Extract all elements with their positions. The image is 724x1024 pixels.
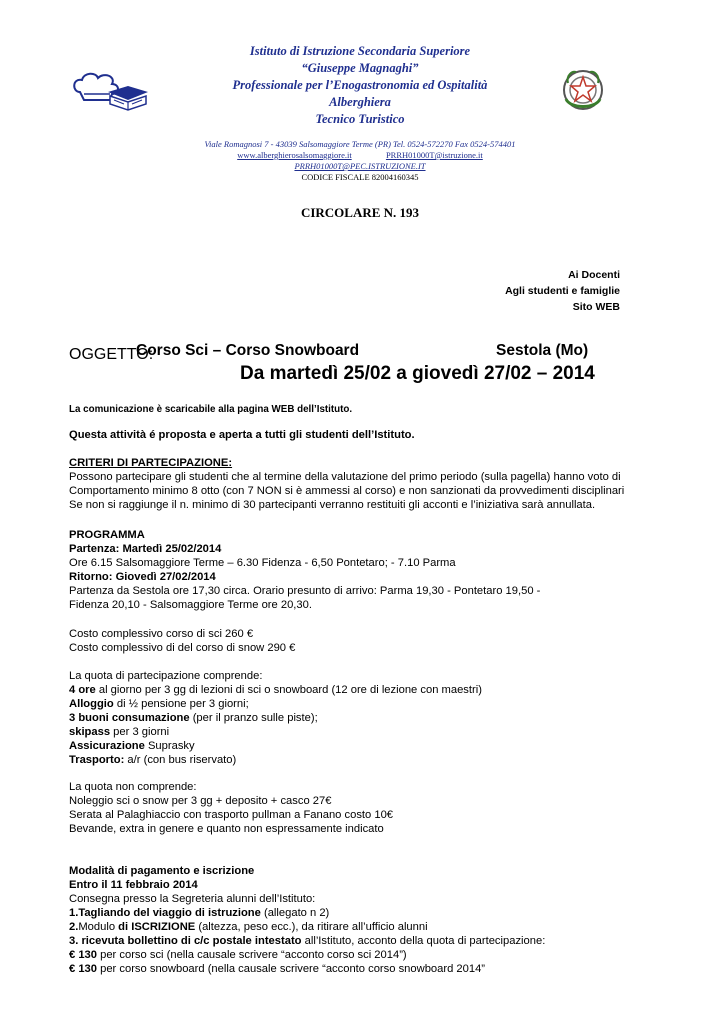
item-text: al giorno per 3 gg di lezioni di sci o snowboard (12 ore di lezione con maestri) xyxy=(95,684,482,696)
criteri-line-2: Comportamento minimo 8 otto (con 7 NON si è ammessi al corso) e non sanzionati da provvedimenti disciplinari xyxy=(69,485,625,497)
criteri-line-1: Possono partecipare gli studenti che al termine della valutazione del primo periodo (sulla pagella) hanno voto di xyxy=(69,471,621,483)
item-text: per corso snowboard (nella causale scrivere “acconto corso snowboard 2014” xyxy=(97,963,486,975)
pagamento-item-3 xyxy=(69,934,689,948)
website-link[interactable]: www.alberghierosalsomaggiore.it xyxy=(237,150,352,160)
item-bold: skipass xyxy=(69,726,111,738)
item-bold: 1.Tagliando del viaggio di istruzione xyxy=(69,907,261,919)
item-bold: € 130 xyxy=(69,949,97,961)
recipient-1: Ai Docenti xyxy=(568,269,620,281)
comprende-section xyxy=(69,669,689,767)
email-link[interactable]: PRRH01000T@istruzione.it xyxy=(385,150,483,160)
intro-text: Questa attività é proposta e aperta a tutti gli studenti dell’Istituto. xyxy=(69,429,415,441)
item-text: (altezza, peso ecc.), da ritirare all’ufficio alunni xyxy=(195,921,428,933)
oggetto-location: Sestola (Mo) xyxy=(496,342,589,359)
oggetto-label: OGGETTO: xyxy=(69,346,154,363)
pagamento-item-1 xyxy=(69,906,689,920)
item-text: a/r (con bus riservato) xyxy=(124,754,237,766)
costo-snow: Costo complessivo di del corso di snow 290 € xyxy=(69,642,296,654)
item-text: (allegato n 2) xyxy=(260,907,330,919)
acconto-snowboard xyxy=(69,962,689,976)
acconto-sci xyxy=(69,948,689,962)
pagamento-heading: Modalità di pagamento e iscrizione xyxy=(69,865,255,877)
pagamento-section xyxy=(69,864,689,976)
item-text: di ½ pensione per 3 giorni; xyxy=(113,698,249,710)
header-line-4: Alberghiera xyxy=(329,95,391,109)
non-comprende-line-2: Serata al Palaghiaccio con trasporto pullman a Fanano costo 10€ xyxy=(69,809,394,821)
pagamento-item-2 xyxy=(69,920,689,934)
pec-link[interactable]: PRRH01000T@PEC.ISTRUZIONE.IT xyxy=(294,161,426,171)
recipient-3: Sito WEB xyxy=(572,301,620,313)
comprende-item xyxy=(69,697,689,711)
item-bold: di ISCRIZIONE xyxy=(118,921,196,933)
partenza-label: Partenza: Martedì 25/02/2014 xyxy=(69,543,222,555)
non-comprende-line-3: Bevande, extra in genere e quanto non espressamente indicato xyxy=(69,823,384,835)
item-text: all’Istituto, acconto della quota di partecipazione: xyxy=(301,935,546,947)
contact-links xyxy=(150,150,570,160)
non-comprende-heading: La quota non comprende: xyxy=(69,781,197,793)
comprende-item xyxy=(69,725,689,739)
item-bold: 3. ricevuta bollettino di c/c postale intestato xyxy=(69,935,302,947)
download-notice: La comunicazione è scaricabile alla pagina WEB dell’Istituto. xyxy=(69,404,353,415)
school-logo xyxy=(70,70,150,112)
comprende-item xyxy=(69,683,689,697)
circolare-number: CIRCOLARE N. 193 xyxy=(300,205,420,220)
costo-sci: Costo complessivo corso di sci 260 € xyxy=(69,628,254,640)
item-text: (per il pranzo sulle piste); xyxy=(189,712,318,724)
recipient-2: Agli studenti e famiglie xyxy=(505,285,620,297)
fiscal-code: CODICE FISCALE 82004160345 xyxy=(301,172,419,182)
item-bold: 4 ore xyxy=(69,684,96,696)
programma-heading: PROGRAMMA xyxy=(69,529,145,541)
criteri-heading: CRITERI DI PARTECIPAZIONE: xyxy=(69,457,233,469)
partenza-text: Ore 6.15 Salsomaggiore Terme – 6.30 Fidenza - 6,50 Pontetaro; - 7.10 Parma xyxy=(69,557,456,569)
item-text: per corso sci (nella causale scrivere “acconto corso sci 2014”) xyxy=(97,949,407,961)
oggetto-dates: Da martedì 25/02 a giovedì 27/02 – 2014 xyxy=(240,363,595,384)
header-line-3: Professionale per l’Enogastronomia ed Ospitalità xyxy=(232,78,488,92)
header-line-1: Istituto di Istruzione Secondaria Superiore xyxy=(249,44,471,58)
criteri-section xyxy=(69,456,689,512)
item-bold: € 130 xyxy=(69,963,97,975)
pec-line xyxy=(150,161,570,171)
item-text: Modulo xyxy=(78,921,119,933)
pagamento-intro: Consegna presso la Segreteria alunni dell’Istituto: xyxy=(69,893,316,905)
header-line-2: “Giuseppe Magnaghi” xyxy=(301,61,419,75)
costi-section xyxy=(69,627,689,655)
item-bold: Trasporto: xyxy=(69,754,125,766)
ritorno-line-1: Partenza da Sestola ore 17,30 circa. Orario presunto di arrivo: Parma 19,30 - Pontetaro 19,50 - xyxy=(69,585,541,597)
header-line-5: Tecnico Turistico xyxy=(315,112,405,126)
pagamento-deadline: Entro il 11 febbraio 2014 xyxy=(69,879,198,891)
item-bold: Alloggio xyxy=(69,698,114,710)
item-bold: 3 buoni consumazione xyxy=(69,712,190,724)
address-line: Viale Romagnosi 7 - 43039 Salsomaggiore Terme (PR) Tel. 0524-572270 Fax 0524-574401 xyxy=(204,139,516,149)
oggetto-title: Corso Sci – Corso Snowboard xyxy=(136,342,360,359)
criteri-line-3: Se non si raggiunge il n. minimo di 30 partecipanti verranno restituiti gli acconti e l’iniziativa sarà annullata. xyxy=(69,499,596,511)
ritorno-line-2: Fidenza 20,10 - Salsomaggiore Terme ore 20,30. xyxy=(69,599,312,611)
programma-section xyxy=(69,528,689,612)
comprende-heading: La quota di partecipazione comprende: xyxy=(69,670,263,682)
item-bold: Assicurazione xyxy=(69,740,145,752)
comprende-item xyxy=(69,711,689,725)
item-text: per 3 giorni xyxy=(110,726,170,738)
non-comprende-line-1: Noleggio sci o snow per 3 gg + deposito + casco 27€ xyxy=(69,795,332,807)
ritorno-label: Ritorno: Giovedì 27/02/2014 xyxy=(69,571,216,583)
item-number: 2. xyxy=(69,921,79,933)
comprende-item xyxy=(69,753,689,767)
non-comprende-section xyxy=(69,780,689,836)
comprende-item xyxy=(69,739,689,753)
item-text: Suprasky xyxy=(144,740,195,752)
